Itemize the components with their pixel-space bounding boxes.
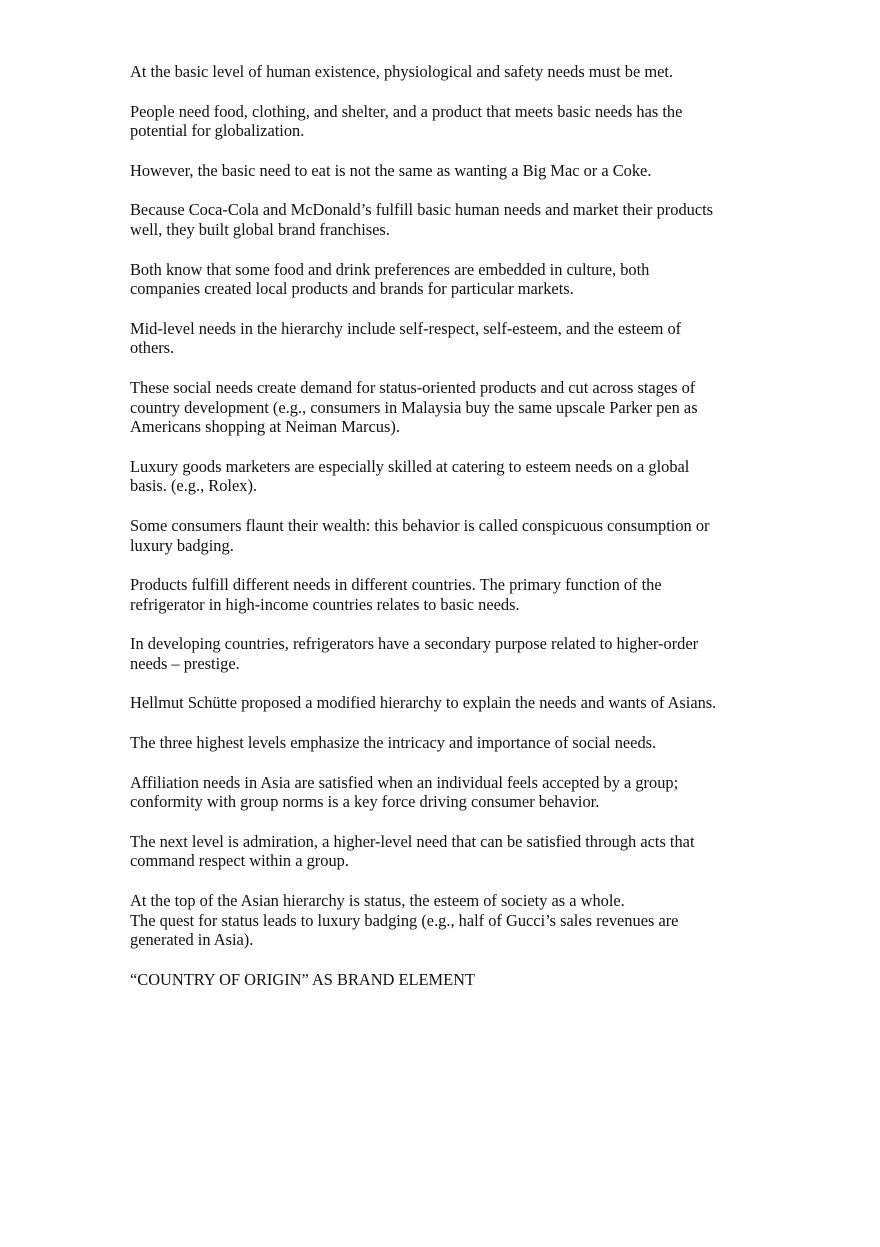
paragraph-line: others. xyxy=(130,338,175,358)
paragraph-line: Americans shopping at Neiman Marcus). xyxy=(130,417,400,437)
paragraph-luxury-goods xyxy=(130,457,755,496)
paragraph-coca-cola-mcdonalds xyxy=(130,200,755,239)
paragraph-line: luxury badging. xyxy=(130,535,234,555)
section-heading: “COUNTRY OF ORIGIN” AS BRAND ELEMENT xyxy=(130,969,475,989)
paragraph-affiliation-needs xyxy=(130,773,755,812)
paragraph-line: Affiliation needs in Asia are satisfied when an individual feels accepted by a group; xyxy=(130,772,679,792)
paragraph-line: The three highest levels emphasize the intricacy and importance of social needs. xyxy=(130,733,657,753)
paragraph-line: command respect within a group. xyxy=(130,851,349,871)
document-body xyxy=(130,62,755,989)
paragraph-line: generated in Asia). xyxy=(130,930,254,950)
paragraph-refrigerator-high-income xyxy=(130,575,755,614)
paragraph-line: Luxury goods marketers are especially skilled at catering to esteem needs on a global xyxy=(130,456,690,476)
paragraph-schutte-hierarchy xyxy=(130,693,755,713)
paragraph-line: These social needs create demand for status-oriented products and cut across stages of xyxy=(130,377,696,397)
paragraph-big-mac xyxy=(130,161,755,181)
paragraph-admiration xyxy=(130,832,755,871)
paragraph-line: People need food, clothing, and shelter, and a product that meets basic needs has the xyxy=(130,101,683,121)
paragraph-line: well, they built global brand franchises. xyxy=(130,219,390,239)
paragraph-highest-levels xyxy=(130,733,755,753)
paragraph-line: The quest for status leads to luxury badging (e.g., half of Gucci’s sales revenues are xyxy=(130,910,679,930)
paragraph-line: needs – prestige. xyxy=(130,653,240,673)
paragraph-line: Mid-level needs in the hierarchy include self-respect, self-esteem, and the esteem of xyxy=(130,318,682,338)
paragraph-line: basis. (e.g., Rolex). xyxy=(130,476,258,496)
paragraph-social-needs xyxy=(130,378,755,437)
paragraph-line: Hellmut Schütte proposed a modified hierarchy to explain the needs and wants of Asians. xyxy=(130,693,717,713)
paragraph-line: The next level is admiration, a higher-level need that can be satisfied through acts that xyxy=(130,831,695,851)
paragraph-line: potential for globalization. xyxy=(130,121,305,141)
paragraph-line: Some consumers flaunt their wealth: this behavior is called conspicuous consumption or xyxy=(130,515,710,535)
paragraph-line: At the top of the Asian hierarchy is status, the esteem of society as a whole. xyxy=(130,891,625,911)
paragraph-food-culture xyxy=(130,260,755,299)
paragraph-line: conformity with group norms is a key force driving consumer behavior. xyxy=(130,792,600,812)
paragraph-refrigerator-developing xyxy=(130,634,755,673)
paragraph-basic-needs xyxy=(130,62,755,82)
paragraph-conspicuous-consumption xyxy=(130,516,755,555)
paragraph-line: However, the basic need to eat is not the same as wanting a Big Mac or a Coke. xyxy=(130,160,652,180)
paragraph-mid-level-needs xyxy=(130,319,755,358)
paragraph-line: country development (e.g., consumers in Malaysia buy the same upscale Parker pen as xyxy=(130,397,698,417)
paragraph-line: refrigerator in high-income countries relates to basic needs. xyxy=(130,594,520,614)
paragraph-line: Both know that some food and drink preferences are embedded in culture, both xyxy=(130,259,650,279)
paragraph-status xyxy=(130,891,755,950)
paragraph-line: Because Coca-Cola and McDonald’s fulfill basic human needs and market their products xyxy=(130,200,714,220)
paragraph-line: Products fulfill different needs in different countries. The primary function of the xyxy=(130,575,662,595)
paragraph-line: In developing countries, refrigerators have a secondary purpose related to higher-order xyxy=(130,634,699,654)
paragraph-food-clothing-shelter xyxy=(130,102,755,141)
paragraph-line: companies created local products and brands for particular markets. xyxy=(130,279,574,299)
paragraph-line: At the basic level of human existence, physiological and safety needs must be met. xyxy=(130,62,674,81)
